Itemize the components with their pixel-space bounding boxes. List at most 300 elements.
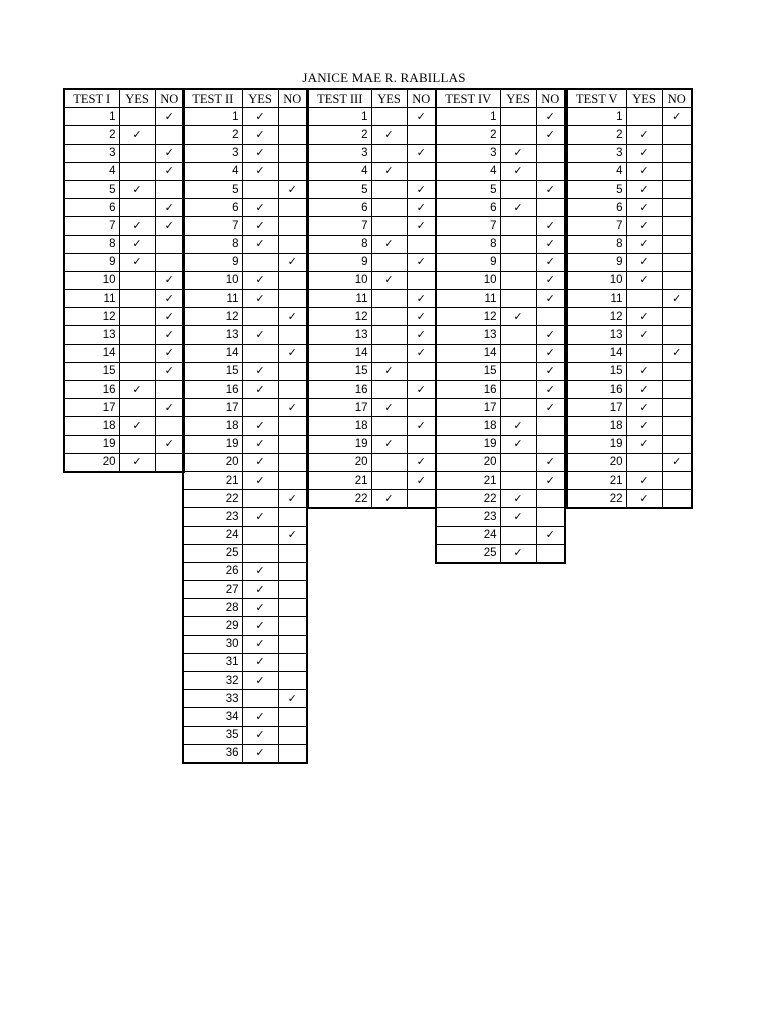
- check-icon: ✓: [545, 328, 555, 342]
- no-cell: [155, 235, 184, 253]
- yes-cell: [242, 508, 278, 526]
- table-row: [183, 308, 307, 326]
- check-icon: ✓: [416, 473, 426, 487]
- item-number: 31: [183, 653, 242, 671]
- yes-cell: [242, 108, 278, 126]
- table-row: [183, 526, 307, 544]
- yes-cell: [371, 381, 407, 399]
- item-number: 10: [64, 271, 119, 289]
- table-row: [436, 490, 565, 508]
- no-cell: [278, 253, 307, 271]
- yes-cell: [626, 344, 662, 362]
- no-cell: [662, 308, 692, 326]
- item-number: 20: [436, 453, 500, 471]
- yes-cell: [119, 344, 155, 362]
- item-number: 16: [183, 381, 242, 399]
- table-row: [183, 144, 307, 162]
- no-cell: [155, 435, 184, 453]
- yes-cell: [371, 235, 407, 253]
- item-number: 11: [436, 290, 500, 308]
- no-cell: [155, 126, 184, 144]
- item-number: 20: [183, 453, 242, 471]
- check-icon: ✓: [287, 346, 297, 360]
- yes-cell: [119, 126, 155, 144]
- item-number: 14: [308, 344, 371, 362]
- yes-cell: [500, 471, 536, 489]
- no-cell: [155, 344, 184, 362]
- item-number: 6: [308, 199, 371, 217]
- item-number: 12: [436, 308, 500, 326]
- table-row: [183, 162, 307, 180]
- yes-cell: [242, 690, 278, 708]
- table-row: [436, 471, 565, 489]
- no-cell: [278, 744, 307, 763]
- item-number: 6: [567, 199, 626, 217]
- yes-cell: [371, 199, 407, 217]
- table-row: [308, 253, 436, 271]
- item-number: 18: [64, 417, 119, 435]
- table-row: [567, 253, 692, 271]
- table-row: [436, 526, 565, 544]
- no-cell: [278, 344, 307, 362]
- test-5-table: [566, 88, 693, 509]
- check-icon: ✓: [164, 364, 174, 378]
- yes-cell: [500, 308, 536, 326]
- yes-cell: [500, 162, 536, 180]
- yes-cell: [500, 235, 536, 253]
- table-row: [436, 326, 565, 344]
- yes-cell: [242, 344, 278, 362]
- table-row: [436, 199, 565, 217]
- item-number: 2: [567, 126, 626, 144]
- no-cell: [662, 144, 692, 162]
- check-icon: ✓: [416, 182, 426, 196]
- yes-cell: [626, 162, 662, 180]
- yes-cell: [242, 581, 278, 599]
- item-number: 19: [64, 435, 119, 453]
- check-icon: ✓: [255, 382, 265, 396]
- table-row: [567, 108, 692, 126]
- table-row: [64, 435, 184, 453]
- check-icon: ✓: [545, 455, 555, 469]
- table-row: [308, 290, 436, 308]
- no-cell: [407, 162, 436, 180]
- check-icon: ✓: [255, 473, 265, 487]
- item-number: 19: [436, 435, 500, 453]
- check-icon: ✓: [416, 418, 426, 432]
- item-number: 16: [308, 381, 371, 399]
- item-number: 18: [183, 417, 242, 435]
- no-cell: [155, 362, 184, 380]
- check-icon: ✓: [639, 273, 649, 287]
- check-icon: ✓: [639, 182, 649, 196]
- check-icon: ✓: [132, 182, 142, 196]
- yes-cell: [500, 453, 536, 471]
- item-number: 4: [567, 162, 626, 180]
- check-icon: ✓: [384, 364, 394, 378]
- check-icon: ✓: [545, 273, 555, 287]
- check-icon: ✓: [255, 273, 265, 287]
- yes-cell: [500, 381, 536, 399]
- table-row: [436, 162, 565, 180]
- item-number: 11: [64, 290, 119, 308]
- no-cell: [662, 217, 692, 235]
- no-cell: [536, 381, 565, 399]
- check-icon: ✓: [384, 273, 394, 287]
- yes-cell: [500, 253, 536, 271]
- check-icon: ✓: [132, 418, 142, 432]
- yes-cell: [371, 308, 407, 326]
- check-icon: ✓: [164, 200, 174, 214]
- yes-cell: [119, 326, 155, 344]
- table-row: [308, 217, 436, 235]
- check-icon: ✓: [164, 437, 174, 451]
- check-icon: ✓: [545, 291, 555, 305]
- item-number: 3: [308, 144, 371, 162]
- item-number: 11: [183, 290, 242, 308]
- check-icon: ✓: [639, 127, 649, 141]
- item-number: 14: [64, 344, 119, 362]
- check-icon: ✓: [545, 237, 555, 251]
- no-cell: [407, 271, 436, 289]
- check-icon: ✓: [255, 728, 265, 742]
- table-row: [567, 490, 692, 509]
- item-number: 4: [436, 162, 500, 180]
- item-number: 10: [308, 271, 371, 289]
- check-icon: ✓: [545, 182, 555, 196]
- no-cell: [536, 362, 565, 380]
- item-number: 6: [436, 199, 500, 217]
- no-cell: [662, 162, 692, 180]
- yes-cell: [242, 144, 278, 162]
- item-number: 23: [436, 508, 500, 526]
- item-number: 24: [183, 526, 242, 544]
- table-row: [183, 362, 307, 380]
- yes-cell: [119, 290, 155, 308]
- no-cell: [278, 180, 307, 198]
- item-number: 9: [436, 253, 500, 271]
- table-row: [308, 435, 436, 453]
- item-number: 7: [64, 217, 119, 235]
- no-cell: [536, 162, 565, 180]
- table-row: [64, 235, 184, 253]
- check-icon: ✓: [639, 328, 649, 342]
- item-number: 26: [183, 562, 242, 580]
- check-icon: ✓: [255, 673, 265, 687]
- no-cell: [407, 326, 436, 344]
- check-icon: ✓: [255, 418, 265, 432]
- table-row: [567, 381, 692, 399]
- yes-cell: [371, 217, 407, 235]
- check-icon: ✓: [545, 346, 555, 360]
- table-row: [308, 144, 436, 162]
- no-cell: [278, 690, 307, 708]
- item-number: 18: [436, 417, 500, 435]
- table-row: [183, 253, 307, 271]
- check-icon: ✓: [416, 218, 426, 232]
- no-cell: [662, 199, 692, 217]
- check-icon: ✓: [255, 109, 265, 123]
- item-number: 14: [567, 344, 626, 362]
- table-row: [64, 217, 184, 235]
- table-row: [567, 344, 692, 362]
- yes-cell: [119, 271, 155, 289]
- table-row: [183, 399, 307, 417]
- table-row: [567, 217, 692, 235]
- check-icon: ✓: [255, 600, 265, 614]
- table-row: [308, 471, 436, 489]
- yes-cell: [242, 471, 278, 489]
- no-cell: [407, 399, 436, 417]
- yes-cell: [242, 672, 278, 690]
- check-icon: ✓: [164, 291, 174, 305]
- check-icon: ✓: [416, 455, 426, 469]
- no-cell: [662, 399, 692, 417]
- no-cell: [155, 308, 184, 326]
- no-cell: [407, 344, 436, 362]
- yes-cell: [119, 108, 155, 126]
- table-row: [567, 126, 692, 144]
- item-number: 30: [183, 635, 242, 653]
- item-number: 19: [183, 435, 242, 453]
- check-icon: ✓: [255, 564, 265, 578]
- no-cell: [536, 399, 565, 417]
- check-icon: ✓: [255, 127, 265, 141]
- no-header: NO: [155, 89, 184, 108]
- check-icon: ✓: [255, 637, 265, 651]
- check-icon: ✓: [287, 182, 297, 196]
- yes-cell: [500, 399, 536, 417]
- table-row: [567, 290, 692, 308]
- item-number: 6: [64, 199, 119, 217]
- table-row: [436, 453, 565, 471]
- check-icon: ✓: [639, 364, 649, 378]
- table-row: [64, 290, 184, 308]
- check-icon: ✓: [416, 346, 426, 360]
- check-icon: ✓: [132, 382, 142, 396]
- check-icon: ✓: [384, 127, 394, 141]
- table-row: [308, 381, 436, 399]
- yes-cell: [242, 744, 278, 763]
- no-cell: [407, 108, 436, 126]
- yes-cell: [626, 326, 662, 344]
- check-icon: ✓: [513, 309, 523, 323]
- yes-cell: [371, 399, 407, 417]
- no-cell: [278, 635, 307, 653]
- yes-cell: [242, 308, 278, 326]
- yes-cell: [500, 217, 536, 235]
- yes-cell: [500, 508, 536, 526]
- yes-cell: [119, 162, 155, 180]
- check-icon: ✓: [513, 491, 523, 505]
- yes-cell: [626, 235, 662, 253]
- item-number: 25: [183, 544, 242, 562]
- check-icon: ✓: [287, 400, 297, 414]
- table-row: [308, 180, 436, 198]
- table-row: [567, 453, 692, 471]
- no-header: NO: [278, 89, 307, 108]
- no-cell: [536, 253, 565, 271]
- item-number: 22: [183, 490, 242, 508]
- table-row: [183, 708, 307, 726]
- item-number: 17: [567, 399, 626, 417]
- no-cell: [155, 453, 184, 472]
- item-number: 17: [436, 399, 500, 417]
- no-header: NO: [662, 89, 692, 108]
- no-cell: [278, 199, 307, 217]
- table-row: [183, 126, 307, 144]
- item-number: 13: [308, 326, 371, 344]
- item-number: 17: [308, 399, 371, 417]
- item-number: 23: [183, 508, 242, 526]
- check-icon: ✓: [513, 146, 523, 160]
- table-row: [64, 308, 184, 326]
- yes-cell: [242, 490, 278, 508]
- table-row: [64, 253, 184, 271]
- table-row: [183, 544, 307, 562]
- no-cell: [662, 381, 692, 399]
- yes-cell: [500, 526, 536, 544]
- item-number: 25: [436, 544, 500, 563]
- no-cell: [536, 344, 565, 362]
- no-cell: [536, 544, 565, 563]
- table-row: [64, 199, 184, 217]
- item-number: 11: [567, 290, 626, 308]
- yes-cell: [242, 381, 278, 399]
- check-icon: ✓: [639, 146, 649, 160]
- no-cell: [407, 417, 436, 435]
- table-row: [183, 562, 307, 580]
- item-number: 21: [183, 471, 242, 489]
- no-cell: [278, 726, 307, 744]
- no-cell: [278, 672, 307, 690]
- yes-cell: [626, 399, 662, 417]
- table-row: [183, 672, 307, 690]
- no-cell: [662, 453, 692, 471]
- check-icon: ✓: [639, 491, 649, 505]
- check-icon: ✓: [416, 309, 426, 323]
- check-icon: ✓: [255, 291, 265, 305]
- item-number: 6: [183, 199, 242, 217]
- item-number: 19: [567, 435, 626, 453]
- table-row: [308, 362, 436, 380]
- no-cell: [278, 126, 307, 144]
- table-row: [436, 417, 565, 435]
- test-1-table: [63, 88, 185, 473]
- yes-cell: [242, 362, 278, 380]
- table-row: [64, 162, 184, 180]
- item-number: 15: [567, 362, 626, 380]
- no-cell: [278, 362, 307, 380]
- check-icon: ✓: [416, 200, 426, 214]
- table-row: [64, 126, 184, 144]
- item-number: 2: [436, 126, 500, 144]
- item-number: 8: [567, 235, 626, 253]
- item-number: 1: [567, 108, 626, 126]
- yes-cell: [242, 290, 278, 308]
- check-icon: ✓: [545, 400, 555, 414]
- no-cell: [662, 126, 692, 144]
- check-icon: ✓: [416, 291, 426, 305]
- check-icon: ✓: [672, 291, 682, 305]
- table-row: [183, 617, 307, 635]
- no-cell: [536, 199, 565, 217]
- table-row: [183, 453, 307, 471]
- table-row: [567, 435, 692, 453]
- table-row: [64, 399, 184, 417]
- check-icon: ✓: [384, 437, 394, 451]
- check-icon: ✓: [132, 255, 142, 269]
- table-row: [308, 417, 436, 435]
- yes-cell: [371, 471, 407, 489]
- yes-cell: [626, 144, 662, 162]
- yes-cell: [119, 399, 155, 417]
- table-row: [183, 653, 307, 671]
- table-row: [436, 344, 565, 362]
- no-cell: [662, 490, 692, 509]
- table-row: [183, 417, 307, 435]
- no-cell: [407, 490, 436, 509]
- yes-cell: [500, 344, 536, 362]
- no-cell: [536, 290, 565, 308]
- check-icon: ✓: [287, 255, 297, 269]
- no-cell: [407, 290, 436, 308]
- yes-cell: [500, 435, 536, 453]
- test-2-table: [182, 88, 308, 764]
- yes-cell: [242, 253, 278, 271]
- no-cell: [662, 326, 692, 344]
- item-number: 35: [183, 726, 242, 744]
- yes-cell: [500, 490, 536, 508]
- no-cell: [536, 417, 565, 435]
- item-number: 16: [436, 381, 500, 399]
- check-icon: ✓: [164, 109, 174, 123]
- table-row: [567, 308, 692, 326]
- item-number: 8: [308, 235, 371, 253]
- check-icon: ✓: [545, 218, 555, 232]
- no-cell: [536, 108, 565, 126]
- yes-cell: [626, 417, 662, 435]
- yes-cell: [500, 326, 536, 344]
- item-number: 1: [183, 108, 242, 126]
- table-row: [308, 162, 436, 180]
- no-cell: [407, 435, 436, 453]
- table-row: [183, 217, 307, 235]
- yes-cell: [500, 544, 536, 563]
- check-icon: ✓: [639, 309, 649, 323]
- check-icon: ✓: [639, 418, 649, 432]
- no-cell: [155, 253, 184, 271]
- yes-cell: [119, 362, 155, 380]
- table-row: [567, 471, 692, 489]
- yes-cell: [500, 199, 536, 217]
- no-cell: [536, 435, 565, 453]
- check-icon: ✓: [545, 109, 555, 123]
- yes-cell: [119, 180, 155, 198]
- item-number: 33: [183, 690, 242, 708]
- no-cell: [278, 235, 307, 253]
- yes-cell: [371, 162, 407, 180]
- no-cell: [662, 108, 692, 126]
- yes-cell: [242, 217, 278, 235]
- table-row: [567, 162, 692, 180]
- no-cell: [278, 108, 307, 126]
- no-cell: [278, 290, 307, 308]
- yes-header: YES: [119, 89, 155, 108]
- item-number: 16: [64, 381, 119, 399]
- yes-cell: [119, 217, 155, 235]
- yes-cell: [371, 362, 407, 380]
